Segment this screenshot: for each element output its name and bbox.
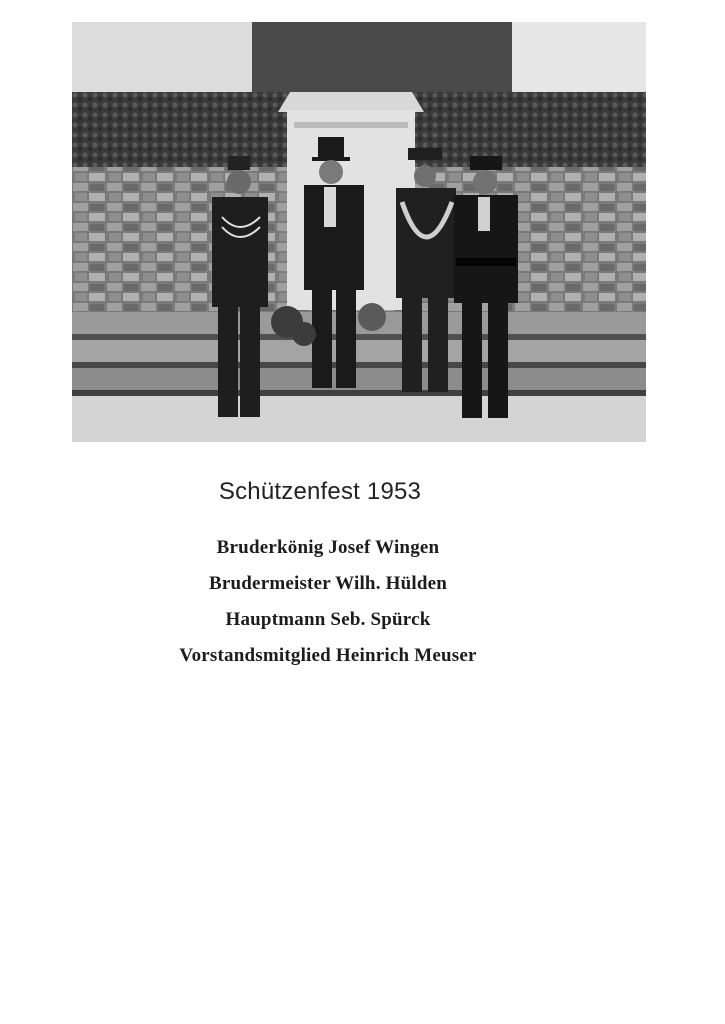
caption-line: Bruderkönig Josef Wingen xyxy=(216,537,440,558)
caption-list xyxy=(0,530,656,674)
caption-line: Hauptmann Seb. Spürck xyxy=(225,609,431,630)
caption-line: Vorstandsmitglied Heinrich Meuser xyxy=(179,645,477,666)
caption-title: Schützenfest 1953 xyxy=(218,478,422,505)
group-photograph xyxy=(72,22,646,442)
caption-line: Brudermeister Wilh. Hülden xyxy=(209,573,447,594)
